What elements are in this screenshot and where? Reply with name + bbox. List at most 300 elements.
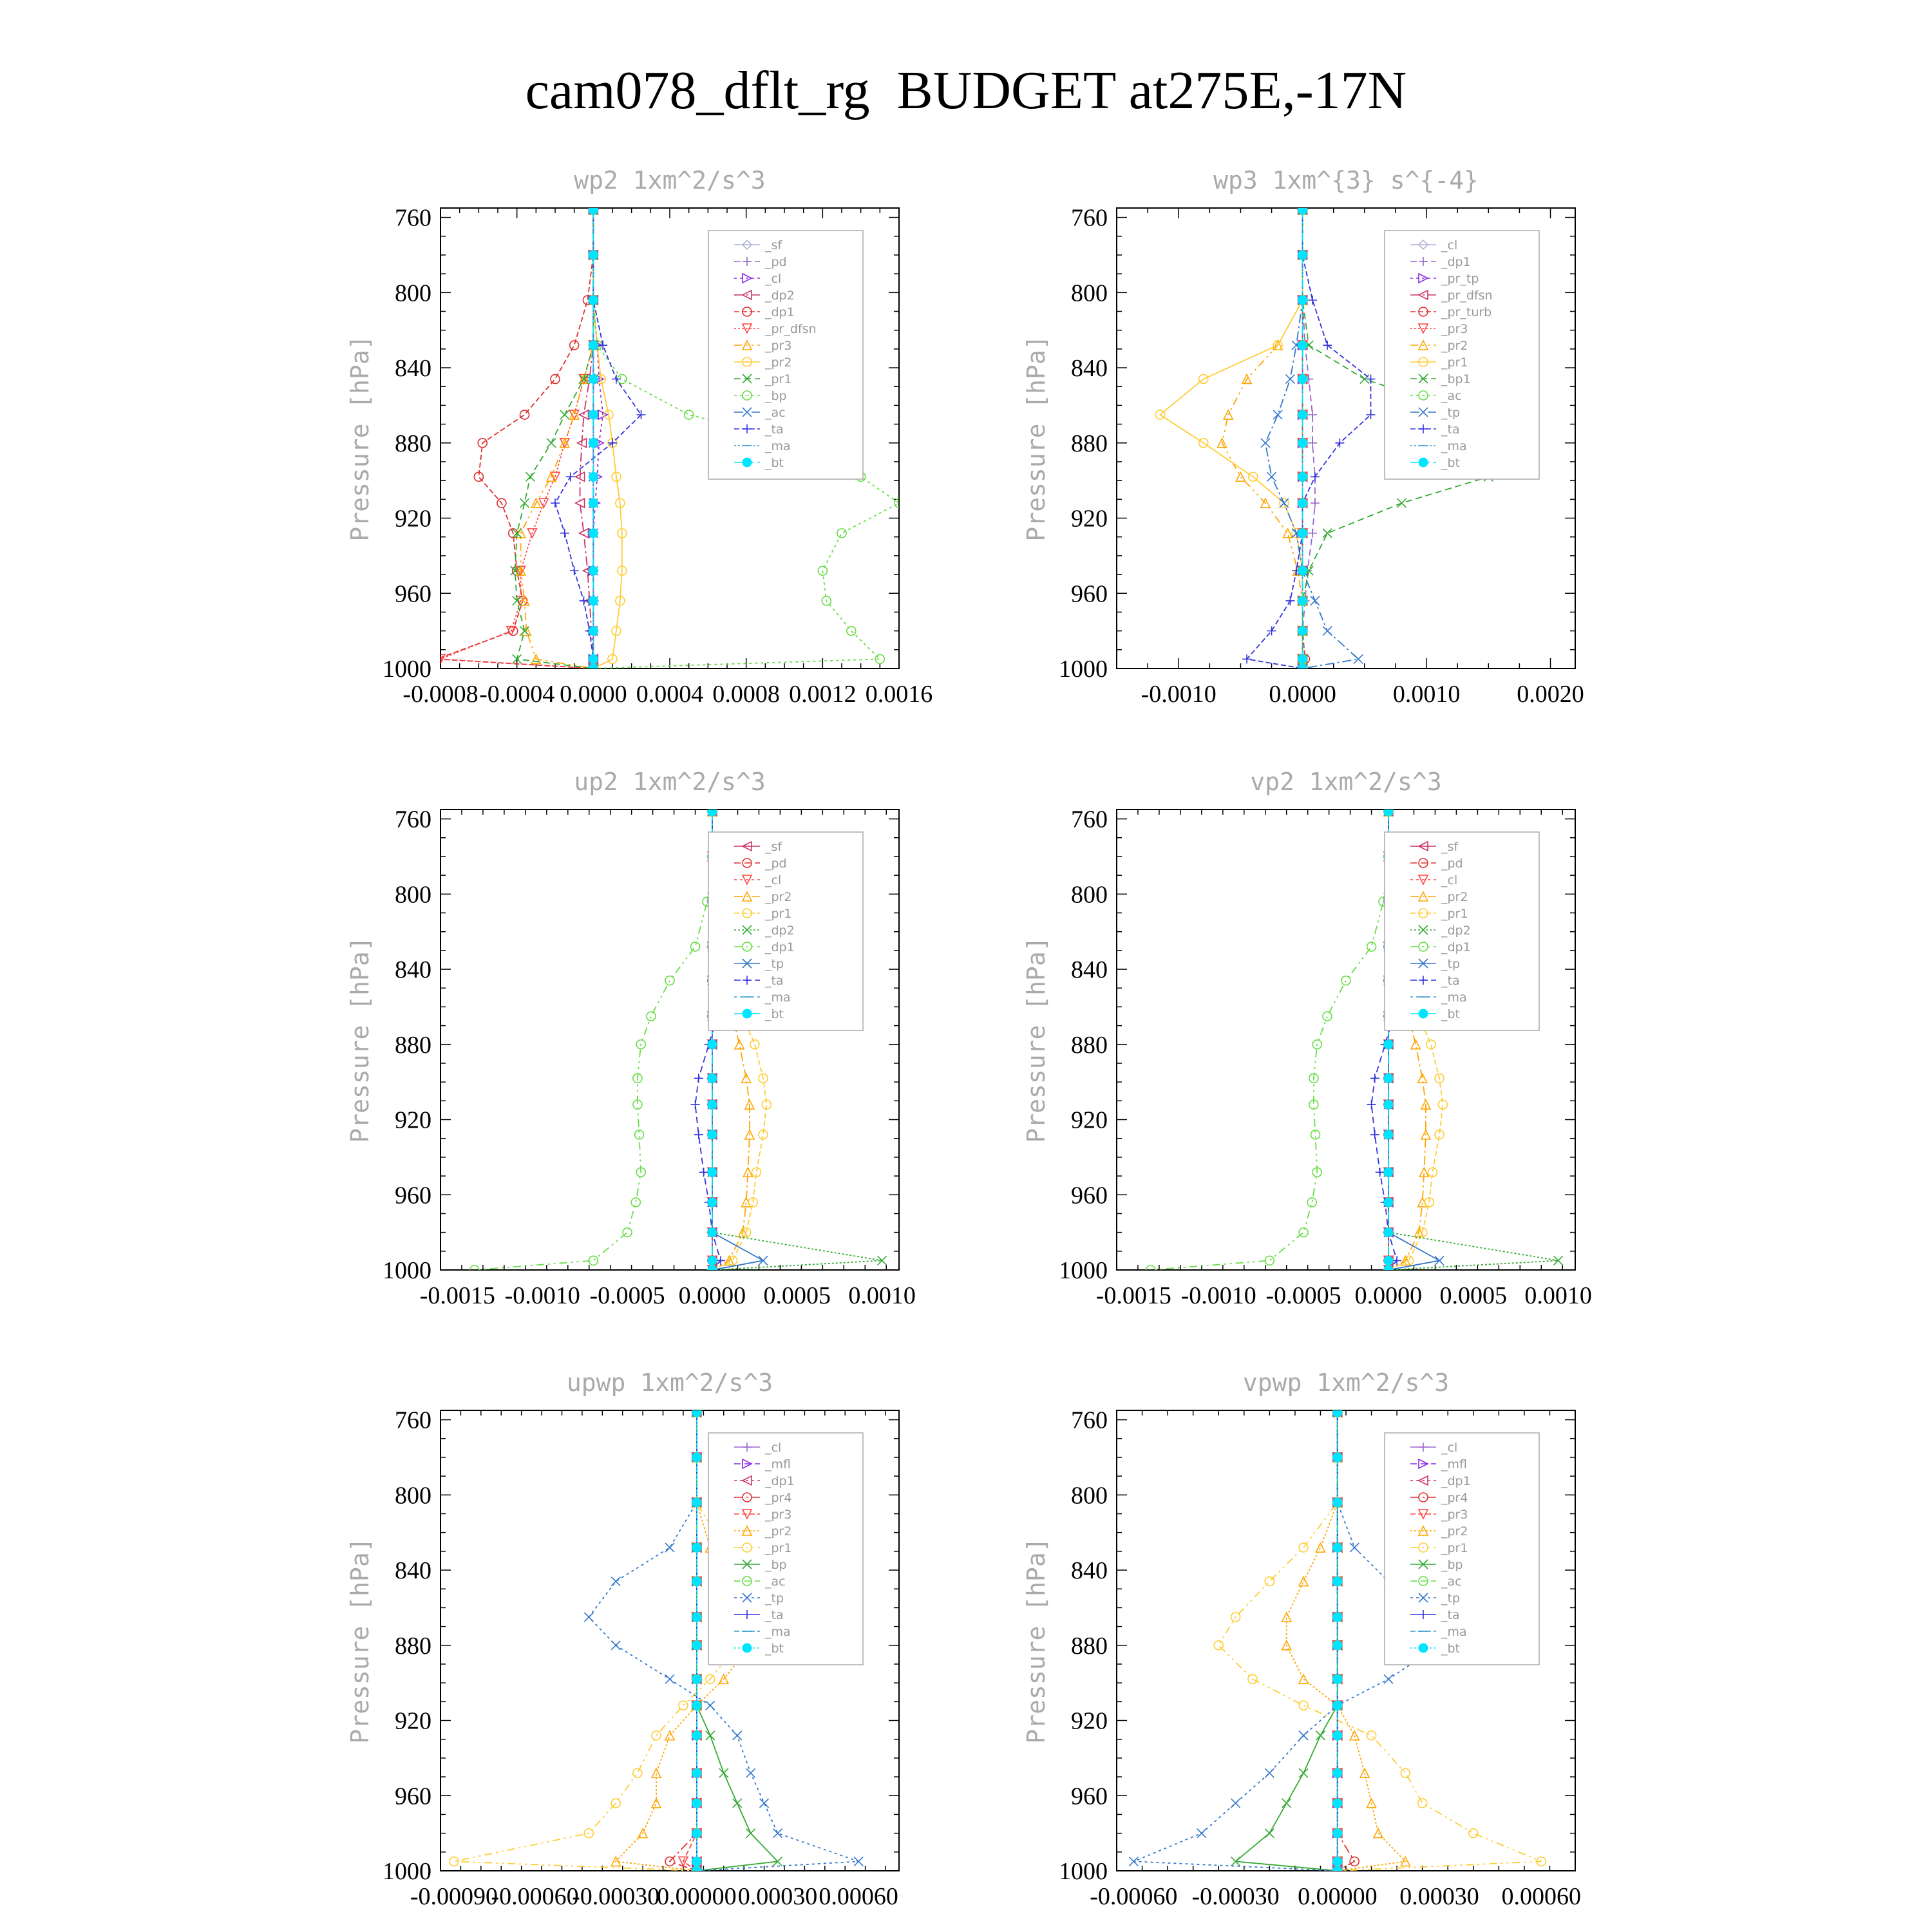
data-point — [1323, 1012, 1332, 1021]
data-point — [1323, 627, 1332, 636]
legend-label: _ac — [1441, 389, 1462, 403]
legend-label: _sf — [765, 238, 782, 252]
data-point — [520, 410, 529, 419]
data-point — [1411, 1040, 1420, 1049]
series-line-dp1 — [437, 210, 593, 668]
data-point — [1311, 596, 1320, 605]
y-tick-label: 920 — [395, 1106, 431, 1134]
legend-label: _pr_turb — [1441, 305, 1492, 319]
data-point — [733, 1799, 742, 1808]
data-point — [580, 375, 589, 384]
data-point — [1308, 296, 1317, 305]
legend-label: _dp1 — [1441, 1474, 1471, 1488]
legend-label: _pd — [765, 255, 787, 269]
data-point — [1333, 1857, 1342, 1866]
data-point — [1367, 1100, 1376, 1109]
legend-label: _bt — [765, 456, 784, 470]
data-point — [735, 1040, 744, 1049]
data-point — [1299, 1701, 1308, 1710]
y-tick-label: 960 — [1071, 1783, 1108, 1810]
legend-label: _pr1 — [765, 372, 792, 386]
data-point — [1231, 1799, 1240, 1808]
legend-label: _pd — [765, 857, 787, 871]
data-point — [708, 1040, 717, 1049]
legend-label: _dp1 — [1441, 255, 1471, 269]
data-point — [1299, 1228, 1308, 1237]
data-point — [692, 1498, 701, 1507]
chart-panel-0 — [346, 166, 933, 708]
x-tick-label: -0.0010 — [504, 1282, 580, 1309]
x-tick-label: 0.0016 — [865, 681, 933, 708]
data-point — [1401, 1768, 1410, 1777]
data-point — [1280, 498, 1289, 507]
y-tick-label: 920 — [395, 505, 431, 533]
legend-label: _pr1 — [1441, 907, 1468, 921]
data-point — [580, 596, 589, 605]
data-point — [1308, 529, 1317, 538]
data-point — [1298, 498, 1307, 507]
data-point — [589, 410, 598, 419]
legend-label: _bt — [1441, 1642, 1461, 1656]
data-point — [1316, 1731, 1325, 1740]
legend-label: _pr2 — [1441, 339, 1468, 353]
x-tick-label: -0.0008 — [402, 681, 478, 708]
x-tick-label: 0.00030 — [1399, 1883, 1479, 1910]
legend-label: _bt — [1441, 456, 1461, 470]
data-point — [589, 205, 598, 214]
data-point — [1384, 1198, 1393, 1207]
data-point — [708, 1265, 717, 1274]
legend-label: _pd — [1441, 857, 1463, 871]
data-point — [1298, 566, 1307, 575]
data-point — [1384, 1228, 1393, 1237]
data-point — [1299, 1731, 1308, 1740]
data-point — [1298, 627, 1307, 636]
data-point — [1214, 1641, 1223, 1650]
data-point — [679, 1701, 688, 1710]
legend-label: _pr1 — [1441, 1541, 1468, 1555]
legend-label: _dp2 — [765, 923, 795, 938]
y-tick-label: 880 — [1071, 1031, 1108, 1059]
x-tick-label: -0.0010 — [1141, 681, 1217, 708]
data-point — [692, 1866, 701, 1875]
data-point — [1298, 296, 1307, 305]
data-point — [633, 1768, 642, 1777]
data-point — [1397, 498, 1406, 507]
y-tick-label: 840 — [1071, 355, 1108, 383]
x-tick-label: 0.0004 — [636, 681, 704, 708]
data-point — [611, 1799, 620, 1808]
data-point — [837, 529, 846, 538]
data-point — [1311, 498, 1320, 507]
data-point — [1333, 1498, 1342, 1507]
legend-label: _mfl — [1441, 1457, 1467, 1472]
data-point — [1282, 1613, 1291, 1622]
data-point — [551, 498, 560, 507]
y-tick-label: 880 — [395, 430, 431, 457]
data-point — [1308, 439, 1317, 448]
y-tick-label: 880 — [1071, 1632, 1108, 1660]
data-point — [1367, 1731, 1376, 1740]
data-point — [691, 942, 700, 951]
data-point — [1333, 1866, 1342, 1875]
legend-label: _pr2 — [1441, 1524, 1468, 1539]
x-tick-label: -0.0005 — [589, 1282, 665, 1309]
data-point — [584, 1613, 593, 1622]
y-axis-title: Pressure [hPa] — [1022, 335, 1050, 542]
data-point — [692, 1577, 701, 1586]
legend-label: _cl — [765, 873, 782, 887]
data-point — [1261, 439, 1270, 448]
data-point — [589, 596, 598, 605]
data-point — [1316, 1543, 1325, 1552]
data-point — [1350, 1543, 1359, 1552]
legend-label: _cl — [1441, 1441, 1458, 1455]
legend-label: _ta — [1441, 422, 1460, 437]
y-tick-label: 760 — [395, 1406, 431, 1434]
legend-label: _ac — [1441, 1575, 1462, 1589]
data-point — [1333, 1768, 1342, 1777]
data-point — [708, 1100, 717, 1109]
legend-label: _tp — [1441, 957, 1461, 971]
data-point — [692, 1829, 701, 1838]
legend-label: _cl — [765, 1441, 782, 1455]
data-point — [1384, 807, 1393, 816]
data-point — [719, 1768, 728, 1777]
x-tick-label: -0.0015 — [419, 1282, 495, 1309]
legend-label: _bt — [1441, 1007, 1461, 1021]
data-point — [665, 976, 674, 985]
data-point — [699, 1168, 708, 1177]
data-point — [589, 654, 598, 663]
series-line-ta — [555, 210, 641, 668]
data-point — [589, 529, 598, 538]
data-point — [750, 1040, 759, 1049]
series-line-dp1 — [1151, 811, 1388, 1270]
data-point — [706, 1701, 715, 1710]
x-tick-label: 0.0012 — [789, 681, 857, 708]
y-tick-label: 920 — [1071, 1106, 1108, 1134]
data-point — [520, 627, 529, 636]
legend-label: _dp2 — [765, 289, 795, 303]
y-tick-label: 800 — [395, 881, 431, 909]
y-tick-label: 840 — [1071, 1557, 1108, 1585]
legend-marker — [1419, 458, 1428, 467]
data-point — [1298, 439, 1307, 448]
legend-label: _cl — [765, 272, 782, 286]
x-tick-label: 0.00000 — [657, 1883, 737, 1910]
data-point — [1333, 1453, 1342, 1462]
data-point — [1298, 251, 1307, 260]
x-tick-label: -0.0004 — [479, 681, 555, 708]
legend-label: _pr3 — [1441, 322, 1468, 336]
data-point — [1308, 410, 1317, 419]
data-point — [1370, 1074, 1379, 1083]
x-tick-label: 0.0010 — [1524, 1282, 1592, 1309]
data-point — [1333, 1674, 1342, 1683]
data-point — [1298, 529, 1307, 538]
legend-label: _ma — [765, 990, 791, 1005]
data-point — [1469, 1829, 1478, 1838]
legend-label: _pr_tp — [1441, 272, 1479, 286]
legend-label: _dp1 — [765, 1474, 795, 1488]
y-tick-label: 880 — [395, 1632, 431, 1660]
data-point — [692, 1731, 701, 1740]
data-point — [1298, 375, 1307, 384]
data-point — [1197, 1829, 1206, 1838]
legend-marker — [743, 1643, 752, 1653]
y-tick-label: 840 — [1071, 956, 1108, 984]
legend-label: _bp — [765, 389, 787, 403]
data-point — [1418, 1799, 1427, 1808]
data-point — [652, 1731, 661, 1740]
data-point — [589, 251, 598, 260]
y-tick-label: 960 — [395, 1783, 431, 1810]
x-tick-label: 0.0010 — [848, 1282, 916, 1309]
y-tick-label: 760 — [395, 204, 431, 232]
legend-label: _pr3 — [1441, 1508, 1468, 1522]
y-tick-label: 1000 — [383, 656, 431, 683]
data-point — [1298, 205, 1307, 214]
legend-label: _cl — [1441, 873, 1458, 887]
data-point — [1333, 1701, 1342, 1710]
legend-label: _ta — [765, 422, 784, 437]
data-point — [1298, 664, 1307, 673]
data-point — [589, 664, 598, 673]
legend-label: _ac — [765, 1575, 786, 1589]
y-tick-label: 840 — [395, 1557, 431, 1585]
data-point — [1384, 1674, 1393, 1683]
y-tick-label: 1000 — [383, 1257, 431, 1284]
legend-label: _tp — [1441, 1591, 1461, 1605]
data-point — [560, 529, 569, 538]
data-point — [1341, 976, 1350, 985]
data-point — [1265, 1768, 1274, 1777]
data-point — [1333, 1613, 1342, 1622]
data-point — [1350, 1731, 1359, 1740]
y-tick-label: 800 — [395, 279, 431, 307]
legend-label: _dp1 — [765, 305, 795, 319]
data-point — [584, 1829, 593, 1838]
data-point — [1384, 1256, 1393, 1265]
data-point — [708, 1074, 717, 1083]
legend-label: _sf — [765, 840, 782, 854]
legend-label: _ta — [765, 974, 784, 988]
data-point — [1426, 1040, 1435, 1049]
data-point — [1265, 1829, 1274, 1838]
data-point — [1311, 472, 1320, 481]
data-point — [665, 1674, 674, 1683]
data-point — [647, 1012, 656, 1021]
x-tick-label: -0.00030 — [1191, 1883, 1280, 1910]
y-tick-label: 800 — [1071, 279, 1108, 307]
y-tick-label: 760 — [1071, 806, 1108, 833]
data-point — [1298, 596, 1307, 605]
x-tick-label: 0.0000 — [678, 1282, 746, 1309]
legend-label: _bp — [1441, 1558, 1463, 1572]
data-point — [760, 1799, 769, 1808]
data-point — [1384, 1265, 1393, 1274]
data-point — [1376, 1168, 1385, 1177]
legend-label: _pr_dfsn — [1441, 289, 1493, 303]
data-point — [1384, 1168, 1393, 1177]
data-point — [1384, 1074, 1393, 1083]
legend-label: _pr1 — [765, 907, 792, 921]
chart-panel-3 — [1022, 768, 1592, 1309]
x-tick-label: 0.00060 — [819, 1883, 898, 1910]
panel-title: vp2 1xm^2/s^3 — [1250, 768, 1442, 796]
y-tick-label: 960 — [1071, 1182, 1108, 1209]
data-point — [685, 410, 694, 419]
y-tick-label: 800 — [395, 1482, 431, 1510]
y-tick-label: 800 — [1071, 881, 1108, 909]
data-point — [692, 1641, 701, 1650]
x-tick-label: 0.0020 — [1517, 681, 1584, 708]
legend-label: _bt — [765, 1642, 784, 1656]
panel-title: vpwp 1xm^2/s^3 — [1242, 1368, 1450, 1397]
legend-label: _pr2 — [765, 890, 792, 904]
legend-label: _pr2 — [765, 355, 792, 370]
data-point — [1267, 472, 1276, 481]
data-point — [1298, 410, 1307, 419]
page-title: cam078_dflt_rg BUDGET at275E,-17N — [525, 61, 1407, 120]
y-tick-label: 1000 — [383, 1858, 431, 1885]
data-point — [708, 1168, 717, 1177]
chart-panel-4 — [346, 1368, 899, 1910]
data-point — [570, 341, 579, 350]
data-point — [589, 341, 598, 350]
chart-panel-5 — [1022, 1368, 1581, 1910]
panel-title: wp3 1xm^{3} s^{-4} — [1213, 166, 1479, 194]
legend-label: _pr3 — [765, 339, 792, 353]
x-tick-label: 0.00030 — [737, 1883, 818, 1910]
data-point — [1299, 1674, 1308, 1683]
legend-label: _ta — [765, 1608, 784, 1622]
data-point — [1298, 472, 1307, 481]
data-point — [1242, 654, 1251, 663]
data-point — [1333, 1543, 1342, 1552]
data-point — [1283, 529, 1293, 538]
legend-label: _ma — [1441, 990, 1467, 1005]
data-point — [1323, 529, 1332, 538]
y-tick-label: 920 — [395, 1707, 431, 1735]
x-tick-label: 0.0000 — [1269, 681, 1336, 708]
data-point — [652, 1799, 661, 1808]
legend-label: _ta — [1441, 974, 1460, 988]
data-point — [708, 1228, 717, 1237]
data-point — [746, 1768, 755, 1777]
legend-label: _pr1 — [765, 1541, 792, 1555]
legend-label: _ma — [765, 439, 791, 453]
data-point — [847, 627, 856, 636]
data-point — [1333, 1641, 1342, 1650]
y-tick-label: 1000 — [1059, 1257, 1108, 1284]
legend-label: _pr4 — [1441, 1491, 1468, 1505]
legend-label: _tp — [1441, 406, 1461, 420]
legend-label: _bp — [765, 1558, 787, 1572]
legend-label: _bp1 — [1441, 372, 1471, 386]
data-point — [432, 654, 441, 663]
data-point — [1384, 1040, 1393, 1049]
data-point — [692, 1674, 701, 1683]
x-tick-label: 0.00060 — [1501, 1883, 1582, 1910]
legend-label: _dp2 — [1441, 923, 1471, 938]
legend-label: _mfl — [765, 1457, 791, 1472]
data-point — [746, 1829, 755, 1838]
data-point — [1282, 1799, 1291, 1808]
x-tick-label: 0.0008 — [712, 681, 780, 708]
data-point — [1333, 1799, 1342, 1808]
data-point — [1298, 341, 1307, 350]
data-point — [733, 1731, 742, 1740]
y-tick-label: 960 — [1071, 580, 1108, 608]
data-point — [1285, 596, 1294, 605]
data-point — [691, 1100, 700, 1109]
data-point — [1265, 1577, 1274, 1586]
x-tick-label: -0.00060 — [491, 1883, 579, 1910]
data-point — [1367, 942, 1376, 951]
y-tick-label: 920 — [1071, 1707, 1108, 1735]
y-tick-label: 760 — [1071, 1406, 1108, 1434]
data-point — [589, 439, 598, 448]
data-point — [520, 498, 529, 507]
data-point — [1333, 1577, 1342, 1586]
legend-label: _tp — [765, 1591, 784, 1605]
data-point — [611, 1641, 620, 1650]
x-tick-label: -0.00030 — [572, 1883, 660, 1910]
series-line-dp1 — [475, 811, 712, 1270]
data-point — [570, 410, 579, 419]
y-axis-title: Pressure [hPa] — [1022, 1537, 1050, 1744]
legend-label: _dp1 — [765, 940, 795, 954]
data-point — [1370, 1130, 1379, 1139]
data-point — [1273, 410, 1282, 419]
legend-label: _pr2 — [765, 1524, 792, 1539]
legend-label: _pr_dfsn — [765, 322, 817, 336]
data-point — [570, 566, 579, 575]
x-tick-label: 0.00000 — [1298, 1883, 1378, 1910]
data-point — [547, 439, 556, 448]
data-point — [692, 1408, 701, 1417]
legend-label: _pr1 — [1441, 355, 1468, 370]
data-point — [773, 1829, 782, 1838]
x-tick-label: 0.0000 — [560, 681, 627, 708]
legend-label: _ta — [1441, 1608, 1460, 1622]
legend-marker — [1419, 1643, 1428, 1653]
data-point — [551, 375, 560, 384]
data-point — [1129, 1857, 1138, 1866]
data-point — [694, 1130, 703, 1139]
x-tick-label: -0.00090 — [410, 1883, 498, 1910]
data-point — [1236, 472, 1245, 481]
legend-label: _bt — [765, 1007, 784, 1021]
y-tick-label: 1000 — [1059, 656, 1108, 683]
legend-marker — [743, 1009, 752, 1018]
data-point — [692, 1543, 701, 1552]
legend-label: _ma — [765, 1625, 791, 1639]
data-point — [652, 1768, 661, 1777]
y-axis-title: Pressure [hPa] — [346, 1537, 374, 1744]
data-point — [692, 1857, 701, 1866]
y-tick-label: 760 — [1071, 204, 1108, 232]
legend-label: _ac — [765, 406, 786, 420]
y-tick-label: 840 — [395, 355, 431, 383]
y-tick-label: 880 — [395, 1031, 431, 1059]
data-point — [708, 1256, 717, 1265]
legend-label: _sf — [1441, 840, 1459, 854]
legend-label: _ma — [1441, 439, 1467, 453]
data-point — [589, 627, 598, 636]
